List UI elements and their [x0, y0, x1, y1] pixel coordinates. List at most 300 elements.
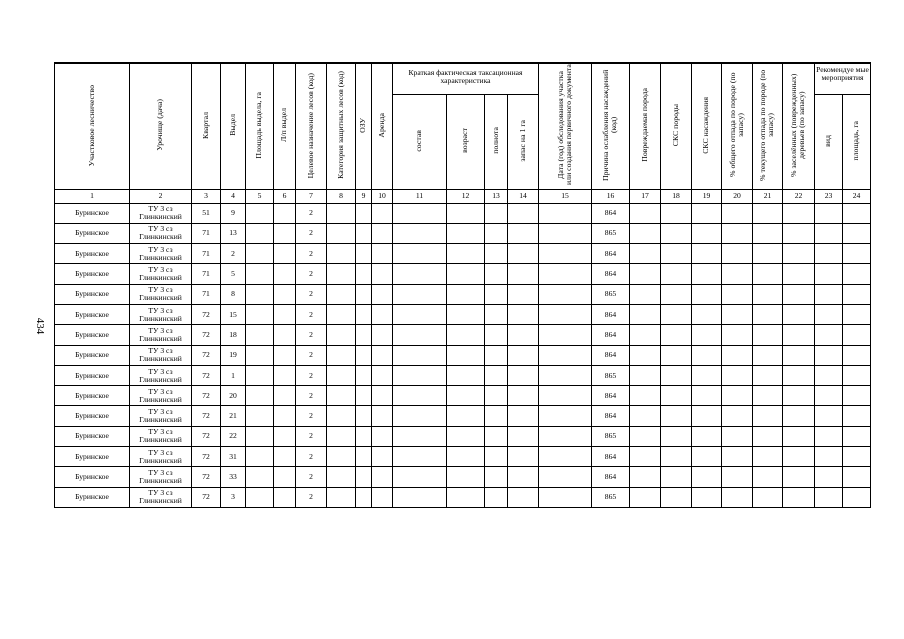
- empty-cell: [372, 365, 393, 385]
- empty-cell: [661, 386, 692, 406]
- empty-cell: [843, 426, 871, 446]
- empty-cell: [539, 264, 592, 284]
- column-number: 6: [274, 189, 296, 203]
- empty-cell: [753, 264, 783, 284]
- empty-cell: [485, 325, 508, 345]
- empty-cell: [356, 487, 372, 507]
- empty-cell: [539, 467, 592, 487]
- empty-cell: [393, 284, 447, 304]
- cell-prichina: 864: [592, 304, 630, 324]
- header-kvartal: Квартал: [200, 111, 210, 139]
- cell-prichina: 864: [592, 244, 630, 264]
- empty-cell: [753, 345, 783, 365]
- header-cell: [192, 63, 221, 189]
- cell-lesnichestvo: Буринское: [55, 244, 130, 264]
- empty-cell: [539, 223, 592, 243]
- cell-prichina: 865: [592, 223, 630, 243]
- empty-cell: [843, 386, 871, 406]
- empty-cell: [246, 365, 274, 385]
- empty-cell: [274, 284, 296, 304]
- empty-cell: [692, 264, 722, 284]
- column-number: 11: [393, 189, 447, 203]
- empty-cell: [327, 386, 356, 406]
- cell-celevoe: 2: [296, 244, 327, 264]
- empty-cell: [843, 304, 871, 324]
- empty-cell: [753, 467, 783, 487]
- empty-cell: [508, 345, 539, 365]
- empty-cell: [447, 426, 485, 446]
- cell-lesnichestvo: Буринское: [55, 406, 130, 426]
- cell-prichina: 864: [592, 447, 630, 467]
- empty-cell: [393, 264, 447, 284]
- empty-cell: [539, 203, 592, 223]
- empty-cell: [508, 447, 539, 467]
- empty-cell: [356, 244, 372, 264]
- empty-cell: [815, 406, 843, 426]
- empty-cell: [783, 447, 815, 467]
- empty-cell: [815, 284, 843, 304]
- cell-celevoe: 2: [296, 304, 327, 324]
- column-number: 5: [246, 189, 274, 203]
- cell-urochishche: ТУ 3 сз Глинкинский: [130, 223, 192, 243]
- empty-cell: [630, 487, 661, 507]
- empty-cell: [753, 426, 783, 446]
- empty-cell: [661, 223, 692, 243]
- empty-cell: [356, 284, 372, 304]
- empty-cell: [327, 304, 356, 324]
- empty-cell: [630, 284, 661, 304]
- empty-cell: [485, 406, 508, 426]
- empty-cell: [274, 345, 296, 365]
- empty-cell: [692, 203, 722, 223]
- empty-cell: [274, 264, 296, 284]
- empty-cell: [508, 203, 539, 223]
- cell-kvartal: 72: [192, 447, 221, 467]
- empty-cell: [327, 244, 356, 264]
- empty-cell: [843, 406, 871, 426]
- empty-cell: [327, 467, 356, 487]
- empty-cell: [447, 365, 485, 385]
- empty-cell: [692, 345, 722, 365]
- empty-cell: [372, 406, 393, 426]
- empty-cell: [815, 223, 843, 243]
- empty-cell: [508, 325, 539, 345]
- header-urochishche: Урочище (дача): [155, 99, 165, 152]
- empty-cell: [274, 203, 296, 223]
- empty-cell: [246, 447, 274, 467]
- cell-vydel: 8: [221, 284, 246, 304]
- empty-cell: [485, 467, 508, 487]
- header-cell: [843, 94, 871, 189]
- empty-cell: [539, 487, 592, 507]
- empty-cell: [246, 264, 274, 284]
- empty-cell: [661, 264, 692, 284]
- empty-cell: [356, 203, 372, 223]
- cell-kvartal: 51: [192, 203, 221, 223]
- column-number-row: [55, 189, 871, 203]
- empty-cell: [661, 284, 692, 304]
- empty-cell: [447, 244, 485, 264]
- empty-cell: [630, 386, 661, 406]
- cell-prichina: 865: [592, 365, 630, 385]
- empty-cell: [815, 304, 843, 324]
- empty-cell: [722, 284, 753, 304]
- empty-cell: [485, 223, 508, 243]
- column-number: 22: [783, 189, 815, 203]
- empty-cell: [753, 325, 783, 345]
- empty-cell: [630, 426, 661, 446]
- empty-cell: [630, 244, 661, 264]
- table-row: [55, 426, 871, 446]
- column-number: 24: [843, 189, 871, 203]
- cell-celevoe: 2: [296, 365, 327, 385]
- empty-cell: [274, 325, 296, 345]
- empty-cell: [661, 406, 692, 426]
- header-cell: [296, 63, 327, 189]
- cell-kvartal: 72: [192, 406, 221, 426]
- empty-cell: [485, 244, 508, 264]
- empty-cell: [274, 406, 296, 426]
- header-kratkaya: Краткая фактическая таксационная характеристика: [393, 63, 539, 94]
- empty-cell: [815, 447, 843, 467]
- empty-cell: [327, 325, 356, 345]
- header-cell: [630, 63, 661, 189]
- empty-cell: [692, 406, 722, 426]
- header-sostav: состав: [414, 129, 424, 152]
- cell-kvartal: 71: [192, 284, 221, 304]
- empty-cell: [815, 426, 843, 446]
- column-number: 19: [692, 189, 722, 203]
- empty-cell: [783, 467, 815, 487]
- empty-cell: [753, 203, 783, 223]
- header-cell: [692, 63, 722, 189]
- table-row: [55, 284, 871, 304]
- empty-cell: [372, 447, 393, 467]
- empty-cell: [692, 304, 722, 324]
- empty-cell: [783, 365, 815, 385]
- cell-urochishche: ТУ 3 сз Глинкинский: [130, 203, 192, 223]
- header-arenda: Аренда: [376, 112, 386, 138]
- header-cell: [221, 63, 246, 189]
- column-number: 18: [661, 189, 692, 203]
- column-number: 20: [722, 189, 753, 203]
- empty-cell: [843, 223, 871, 243]
- cell-kvartal: 72: [192, 345, 221, 365]
- table-row: [55, 304, 871, 324]
- empty-cell: [447, 203, 485, 223]
- empty-cell: [692, 223, 722, 243]
- empty-cell: [356, 304, 372, 324]
- cell-kvartal: 72: [192, 325, 221, 345]
- empty-cell: [692, 386, 722, 406]
- empty-cell: [246, 487, 274, 507]
- empty-cell: [327, 365, 356, 385]
- empty-cell: [508, 304, 539, 324]
- empty-cell: [630, 345, 661, 365]
- empty-cell: [722, 203, 753, 223]
- empty-cell: [372, 426, 393, 446]
- empty-cell: [393, 386, 447, 406]
- header-sks-porody: СКС породы: [670, 104, 680, 147]
- empty-cell: [722, 325, 753, 345]
- cell-celevoe: 2: [296, 203, 327, 223]
- header-cell: [246, 63, 274, 189]
- cell-urochishche: ТУ 3 сз Глинкинский: [130, 244, 192, 264]
- table-row: [55, 345, 871, 365]
- empty-cell: [843, 264, 871, 284]
- empty-cell: [722, 223, 753, 243]
- column-number: 23: [815, 189, 843, 203]
- empty-cell: [815, 345, 843, 365]
- cell-prichina: 864: [592, 467, 630, 487]
- cell-kvartal: 72: [192, 487, 221, 507]
- empty-cell: [447, 487, 485, 507]
- empty-cell: [356, 406, 372, 426]
- empty-cell: [783, 345, 815, 365]
- empty-cell: [539, 325, 592, 345]
- empty-cell: [815, 325, 843, 345]
- empty-cell: [447, 447, 485, 467]
- cell-lesnichestvo: Буринское: [55, 487, 130, 507]
- cell-vydel: 1: [221, 365, 246, 385]
- header-povrezhdaemaya: Повреждаемая порода: [639, 88, 649, 163]
- empty-cell: [539, 386, 592, 406]
- empty-cell: [783, 264, 815, 284]
- table-row: [55, 406, 871, 426]
- empty-cell: [661, 426, 692, 446]
- empty-cell: [661, 365, 692, 385]
- column-number: 8: [327, 189, 356, 203]
- empty-cell: [246, 325, 274, 345]
- table-row: [55, 203, 871, 223]
- header-ploshchad: Площадь выдела, га: [254, 91, 264, 159]
- column-number: 12: [447, 189, 485, 203]
- empty-cell: [274, 426, 296, 446]
- cell-vydel: 18: [221, 325, 246, 345]
- empty-cell: [356, 223, 372, 243]
- header-data-obsled: Дата (год) обследования участка или создания первичного документа: [555, 64, 573, 186]
- empty-cell: [843, 244, 871, 264]
- header-cell: [508, 94, 539, 189]
- empty-cell: [783, 386, 815, 406]
- empty-cell: [447, 406, 485, 426]
- header-cell: [393, 94, 447, 189]
- cell-lesnichestvo: Буринское: [55, 203, 130, 223]
- header-vid: вид: [823, 134, 833, 147]
- cell-vydel: 33: [221, 467, 246, 487]
- column-number: 16: [592, 189, 630, 203]
- empty-cell: [356, 447, 372, 467]
- header-rekomenduemye: Рекомендуе мые мероприятия: [815, 63, 871, 94]
- empty-cell: [485, 203, 508, 223]
- empty-cell: [447, 325, 485, 345]
- empty-cell: [447, 264, 485, 284]
- empty-cell: [753, 447, 783, 467]
- table-row: [55, 223, 871, 243]
- header-cell: [815, 94, 843, 189]
- header-ploshchad-ga: площадь, га: [851, 120, 861, 161]
- cell-celevoe: 2: [296, 264, 327, 284]
- empty-cell: [508, 426, 539, 446]
- empty-cell: [722, 345, 753, 365]
- empty-cell: [783, 304, 815, 324]
- empty-cell: [815, 244, 843, 264]
- empty-cell: [722, 467, 753, 487]
- cell-prichina: 864: [592, 406, 630, 426]
- empty-cell: [783, 284, 815, 304]
- empty-cell: [539, 406, 592, 426]
- empty-cell: [447, 467, 485, 487]
- empty-cell: [356, 467, 372, 487]
- empty-cell: [485, 447, 508, 467]
- empty-cell: [327, 345, 356, 365]
- empty-cell: [246, 304, 274, 324]
- empty-cell: [372, 203, 393, 223]
- empty-cell: [692, 487, 722, 507]
- cell-prichina: 864: [592, 345, 630, 365]
- cell-celevoe: 2: [296, 406, 327, 426]
- empty-cell: [356, 264, 372, 284]
- empty-cell: [485, 264, 508, 284]
- column-number: 9: [356, 189, 372, 203]
- empty-cell: [630, 203, 661, 223]
- empty-cell: [485, 365, 508, 385]
- header-cell: [55, 63, 130, 189]
- empty-cell: [372, 223, 393, 243]
- empty-cell: [722, 426, 753, 446]
- column-number: 13: [485, 189, 508, 203]
- empty-cell: [783, 244, 815, 264]
- empty-cell: [508, 264, 539, 284]
- table-row: [55, 386, 871, 406]
- empty-cell: [843, 467, 871, 487]
- empty-cell: [539, 447, 592, 467]
- empty-cell: [753, 487, 783, 507]
- cell-vydel: 13: [221, 223, 246, 243]
- cell-celevoe: 2: [296, 386, 327, 406]
- header-cell: [447, 94, 485, 189]
- empty-cell: [274, 487, 296, 507]
- empty-cell: [843, 487, 871, 507]
- empty-cell: [722, 406, 753, 426]
- header-cell: [372, 63, 393, 189]
- header-cell: [274, 63, 296, 189]
- empty-cell: [356, 345, 372, 365]
- empty-cell: [692, 284, 722, 304]
- column-number: 15: [539, 189, 592, 203]
- empty-cell: [246, 426, 274, 446]
- empty-cell: [393, 203, 447, 223]
- table-row: [55, 244, 871, 264]
- empty-cell: [722, 365, 753, 385]
- empty-cell: [372, 467, 393, 487]
- empty-cell: [508, 487, 539, 507]
- header-zapas: запас на 1 га: [517, 119, 527, 162]
- empty-cell: [372, 264, 393, 284]
- empty-cell: [393, 365, 447, 385]
- empty-cell: [246, 203, 274, 223]
- cell-lesnichestvo: Буринское: [55, 467, 130, 487]
- empty-cell: [722, 304, 753, 324]
- cell-celevoe: 2: [296, 487, 327, 507]
- column-number: 3: [192, 189, 221, 203]
- empty-cell: [274, 467, 296, 487]
- empty-cell: [485, 345, 508, 365]
- cell-urochishche: ТУ 3 сз Глинкинский: [130, 365, 192, 385]
- empty-cell: [372, 386, 393, 406]
- header-cell: [661, 63, 692, 189]
- cell-celevoe: 2: [296, 345, 327, 365]
- empty-cell: [630, 447, 661, 467]
- header-sks-nasazhdeniya: СКС насаждения: [701, 96, 711, 154]
- empty-cell: [327, 284, 356, 304]
- empty-cell: [722, 447, 753, 467]
- empty-cell: [661, 325, 692, 345]
- empty-cell: [372, 487, 393, 507]
- empty-cell: [246, 244, 274, 264]
- cell-celevoe: 2: [296, 467, 327, 487]
- header-cell: [485, 94, 508, 189]
- empty-cell: [815, 365, 843, 385]
- empty-cell: [815, 386, 843, 406]
- empty-cell: [327, 203, 356, 223]
- empty-cell: [539, 345, 592, 365]
- cell-urochishche: ТУ 3 сз Глинкинский: [130, 304, 192, 324]
- cell-vydel: 2: [221, 244, 246, 264]
- empty-cell: [630, 223, 661, 243]
- empty-cell: [393, 447, 447, 467]
- cell-urochishche: ТУ 3 сз Глинкинский: [130, 264, 192, 284]
- empty-cell: [539, 365, 592, 385]
- empty-cell: [327, 223, 356, 243]
- empty-cell: [372, 345, 393, 365]
- empty-cell: [843, 284, 871, 304]
- table-row: [55, 447, 871, 467]
- empty-cell: [661, 467, 692, 487]
- empty-cell: [539, 426, 592, 446]
- empty-cell: [393, 426, 447, 446]
- cell-prichina: 864: [592, 203, 630, 223]
- table-row: [55, 467, 871, 487]
- empty-cell: [274, 244, 296, 264]
- empty-cell: [393, 487, 447, 507]
- empty-cell: [393, 406, 447, 426]
- cell-kvartal: 71: [192, 244, 221, 264]
- empty-cell: [274, 223, 296, 243]
- cell-celevoe: 2: [296, 426, 327, 446]
- empty-cell: [753, 304, 783, 324]
- empty-cell: [815, 487, 843, 507]
- empty-cell: [508, 365, 539, 385]
- column-number: 7: [296, 189, 327, 203]
- empty-cell: [722, 386, 753, 406]
- header-cell: [753, 63, 783, 189]
- header-cell: [356, 63, 372, 189]
- empty-cell: [485, 426, 508, 446]
- empty-cell: [447, 304, 485, 324]
- cell-vydel: 9: [221, 203, 246, 223]
- column-number: 1: [55, 189, 130, 203]
- header-cell: [722, 63, 753, 189]
- cell-urochishche: ТУ 3 сз Глинкинский: [130, 345, 192, 365]
- cell-lesnichestvo: Буринское: [55, 447, 130, 467]
- header-celevoe: Целевое назначение лесов (код): [305, 72, 315, 178]
- empty-cell: [692, 325, 722, 345]
- empty-cell: [274, 386, 296, 406]
- header-cell: [783, 63, 815, 189]
- cell-urochishche: ТУ 3 сз Глинкинский: [130, 284, 192, 304]
- header-lp-vydel: Л/п выдел: [279, 108, 289, 143]
